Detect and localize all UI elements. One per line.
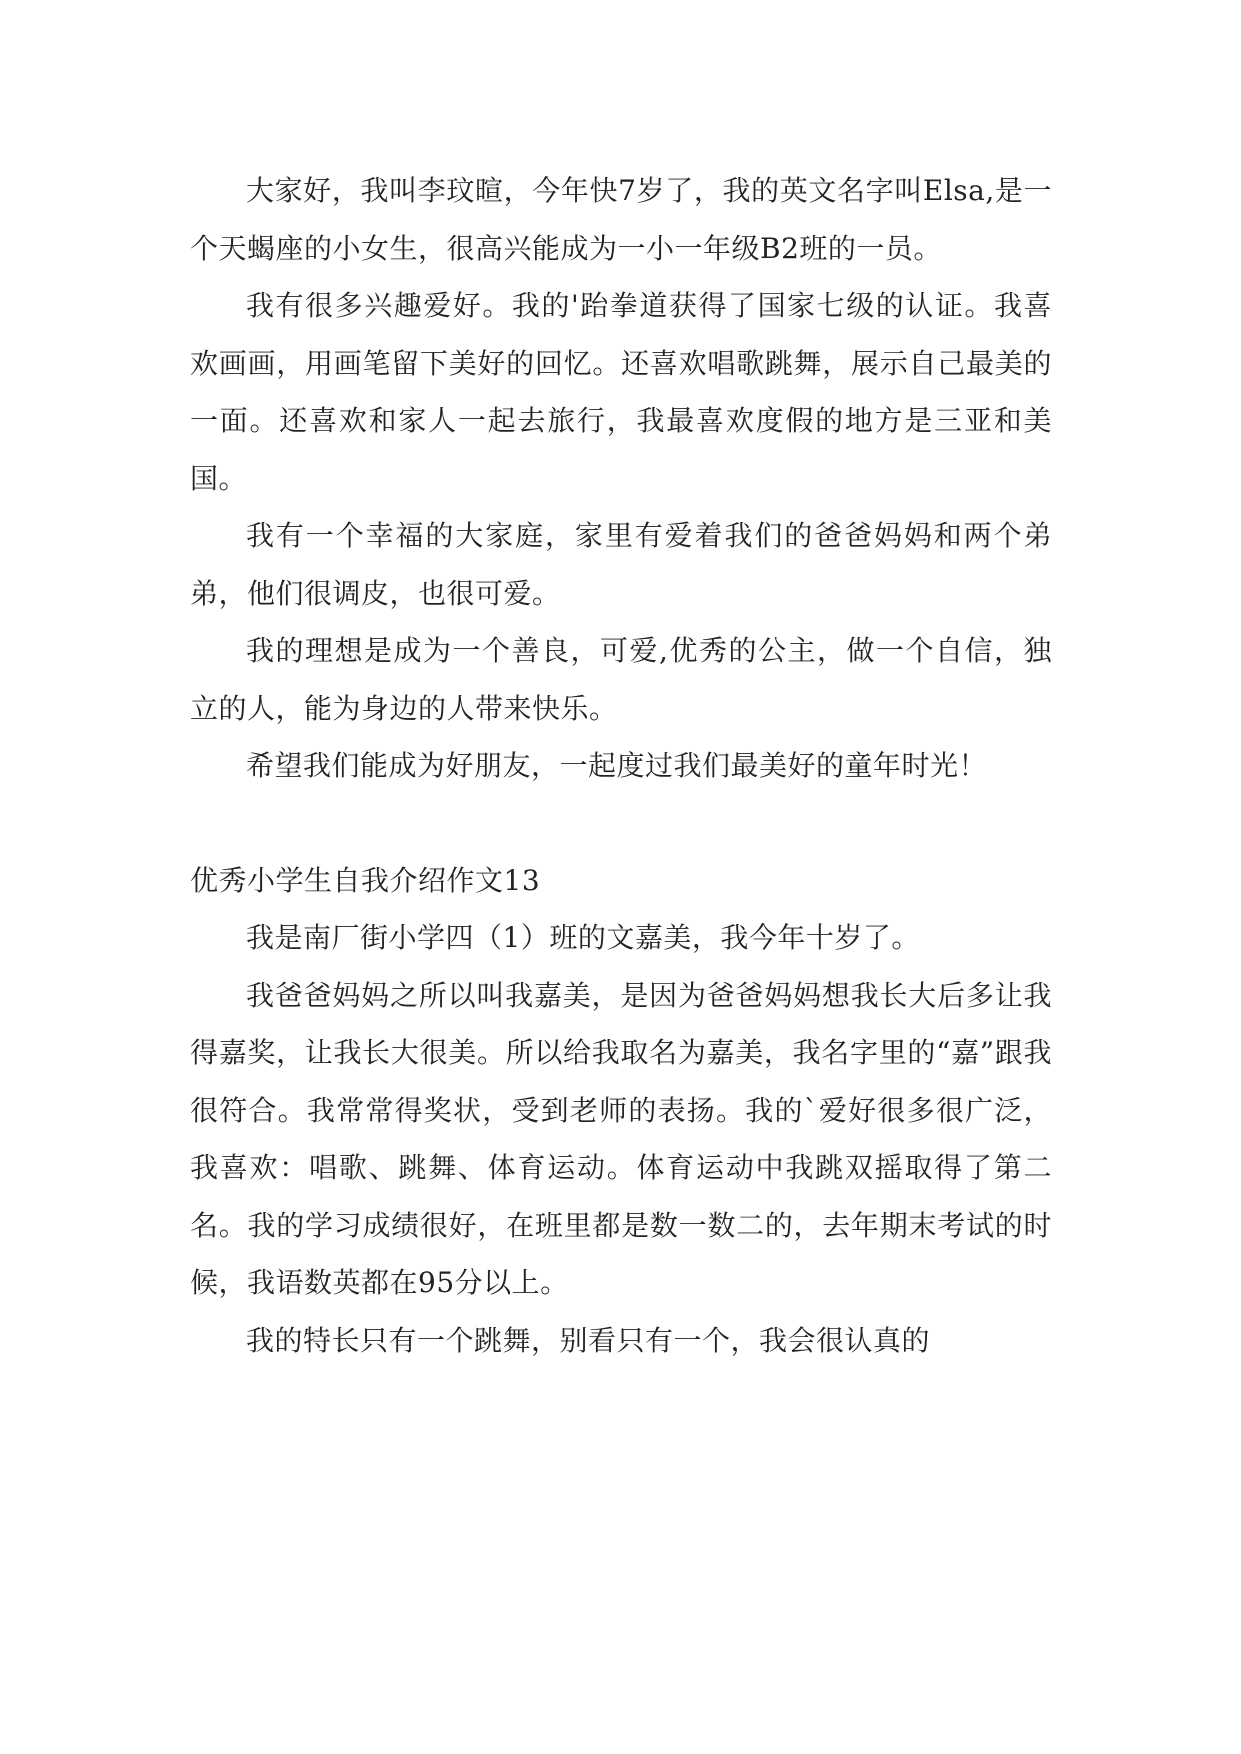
paragraph-ideal: 我的理想是成为一个善良，可爱,优秀的公主，做一个自信，独立的人，能为身边的人带来快乐。 <box>190 634 1052 725</box>
paragraph-hobbies: 我有很多兴趣爱好。我的'跆拳道获得了国家七级的认证。我喜欢画画，用画笔留下美好的回忆。还喜欢唱歌跳舞，展示自己最美的一面。还喜欢和家人一起去旅行，我最喜欢度假的地方是三亚和美国。 <box>190 289 1052 495</box>
section-title: 优秀小学生自我介绍作文13 <box>190 863 541 897</box>
paragraph-intro: 大家好，我叫李玟暄，今年快7岁了，我的英文名字叫Elsa,是一个天蝎座的小女生，很高兴能成为一小一年级B2班的一员。 <box>190 174 1052 265</box>
document-body <box>190 162 1052 1369</box>
paragraph-name-meaning: 我爸爸妈妈之所以叫我嘉美，是因为爸爸妈妈想我长大后多让我得嘉奖，让我长大很美。所以给我取名为嘉美，我名字里的“嘉”跟我很符合。我常常得奖状，受到老师的表扬。我的`爱好很多很广泛，我喜欢：唱歌、跳舞、体育运动。体育运动中我跳双摇取得了第二名。我的学习成绩很好，在班里都是数一数二的，去年期末考试的时候，我语数英都在95分以上。 <box>190 978 1052 1299</box>
paragraph-wish: 希望我们能成为好朋友，一起度过我们最美好的童年时光！ <box>246 749 988 782</box>
paragraph-specialty: 我的特长只有一个跳舞，别看只有一个，我会很认真的 <box>246 1323 931 1357</box>
paragraph-family: 我有一个幸福的大家庭，家里有爱着我们的爸爸妈妈和两个弟弟，他们很调皮，也很可爱。 <box>190 519 1052 610</box>
paragraph-name-class: 我是南厂街小学四（1）班的文嘉美，我今年十岁了。 <box>246 921 920 954</box>
